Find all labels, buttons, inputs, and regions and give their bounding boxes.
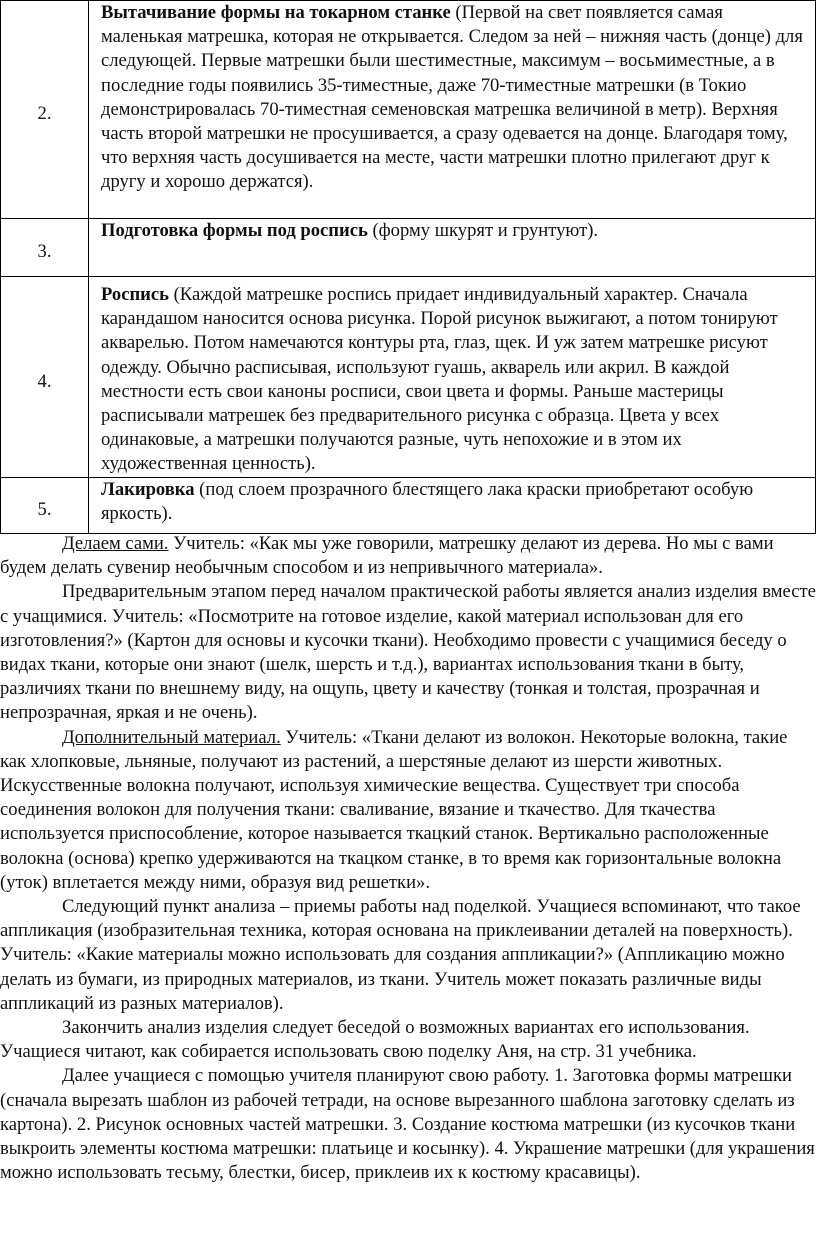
paragraph: Следующий пункт анализа – приемы работы над поделкой. Учащиеся вспоминают, что такое аппликация (изобразительная техника, которая основана на приклеивании деталей на поверхность). Учитель: «Какие материалы можно использовать для создания аппликации?» (Аппликацию можно делать из бумаги, из природных материалов, из ткани. Учитель может показать различные виды аппликаций из разных материалов). <box>0 896 801 1014</box>
step-number <box>1 277 89 478</box>
step-description <box>89 477 816 533</box>
body-text <box>0 532 816 1185</box>
paragraph <box>0 532 816 580</box>
step-number <box>1 219 89 277</box>
paragraph <box>0 726 816 895</box>
section-label: Дополнительный материал. <box>62 726 281 748</box>
paragraph-text: Учитель: «Как мы уже говорили, матрешку делают из дерева. Но мы с вами будем делать сувенир необычным способом и из непривычного материала». <box>0 533 774 579</box>
step-number <box>1 1 89 219</box>
step-text: (под слоем прозрачного блестящего лака краски приобретают особую яркость). <box>101 478 754 524</box>
step-number-text: 5. <box>37 499 52 521</box>
step-description <box>89 1 816 219</box>
table-row <box>1 1 816 219</box>
step-number-text: 4. <box>37 370 52 392</box>
paragraph: Далее учащиеся с помощью учителя планируют свою работу. 1. Заготовка формы матрешки (сначала вырезать шаблон из рабочей тетради, на основе вырезанного шаблона заготовку сделать из картона). 2. Рисунок основных частей матрешки. 3. Создание костюма матрешки (из кусочков ткани выкроить элементы костюма матрешки: платьице и косынку). 4. Украшение матрешки (для украшения можно использовать тесьму, блестки, бисер, приклеив их к костюму красавицы). <box>0 1065 815 1184</box>
step-text: (Первой на свет появляется самая маленькая матрешка, которая не открывается. Следом за ней – нижняя часть (донце) для следующей. Первые матрешки были шестиместные, максимум – восьмиместные, а в последние годы появились 35-тиместные, даже 70-тиместные матрешки (в Токио демонстрировалась 70-тиместная семеновская матрешка величиной в метр). Верхняя часть второй матрешки не просушивается, а сразу одевается на донце. Благодаря тому, что верхняя часть досушивается на месте, части матрешки плотно прилегают друг к другу и хорошо держатся). <box>101 2 803 193</box>
step-title: Подготовка формы под роспись <box>101 220 368 241</box>
table-row <box>1 219 816 277</box>
steps-table <box>0 0 816 534</box>
table-row <box>1 477 816 533</box>
table-row <box>1 277 816 478</box>
step-number <box>1 477 89 533</box>
step-title: Роспись <box>101 284 169 305</box>
step-description <box>89 219 816 277</box>
paragraph: Предварительным этапом перед началом практической работы является анализ изделия вместе с учащимися. Учитель: «Посмотрите на готовое изделие, какой материал использован для его изготовления?» (Картон для основы и кусочки ткани). Необходимо провести с учащимися беседу о видах ткани, которые они знают (шелк, шерсть и т.д.), вариантах использования ткани в быту, различиях ткани по внешнему виду, на ощупь, цвету и качеству (тонкая и толстая, прозрачная и непрозрачная, яркая и не очень). <box>0 581 816 724</box>
step-number-text: 2. <box>37 103 52 125</box>
step-number-text: 3. <box>37 241 52 263</box>
paragraph: Закончить анализ изделия следует беседой о возможных вариантах его использования. Учащиеся читают, как собирается использовать свою поделку Аня, на стр. 31 учебника. <box>0 1017 750 1063</box>
step-title: Вытачивание формы на токарном станке <box>101 2 451 23</box>
step-text: (Каждой матрешке роспись придает индивидуальный характер. Сначала карандашом наносится основа рисунка. Порой рисунок выжигают, а потом тонируют акварелью. Потом намечаются контуры рта, глаз, щек. И уж затем матрешке рисуют одежду. Обычно расписывая, используют гуашь, акварель или акрил. В каждой местности есть свои каноны росписи, свои цвета и формы. Раньше мастерицы расписывали матрешек без предварительного рисунка с образца. Цвета у всех одинаковые, а матрешки получаются разные, чуть непохожие и в этом их художественная ценность). <box>101 284 778 475</box>
section-label: Делаем сами. <box>62 533 169 554</box>
step-text: (форму шкурят и грунтуют). <box>367 220 599 241</box>
paragraph-text: Учитель: «Ткани делают из волокон. Некоторые волокна, такие как хлопковые, льняные, получают из растений, а шерстяные делают из шерсти животных. Искусственные волокна получают, используя химические вещества. Существует три способа соединения волокон для получения ткани: сваливание, вязание и ткачество. Для ткачества используется приспособление, которое называется ткацкий станок. Вертикально расположенные волокна (основа) крепко удерживаются на ткацком станке, в то время как горизонтальные волокна (уток) вплетается между ними, образуя вид решетки». <box>0 726 788 893</box>
step-title: Лакировка <box>101 478 195 500</box>
step-description <box>89 277 816 478</box>
